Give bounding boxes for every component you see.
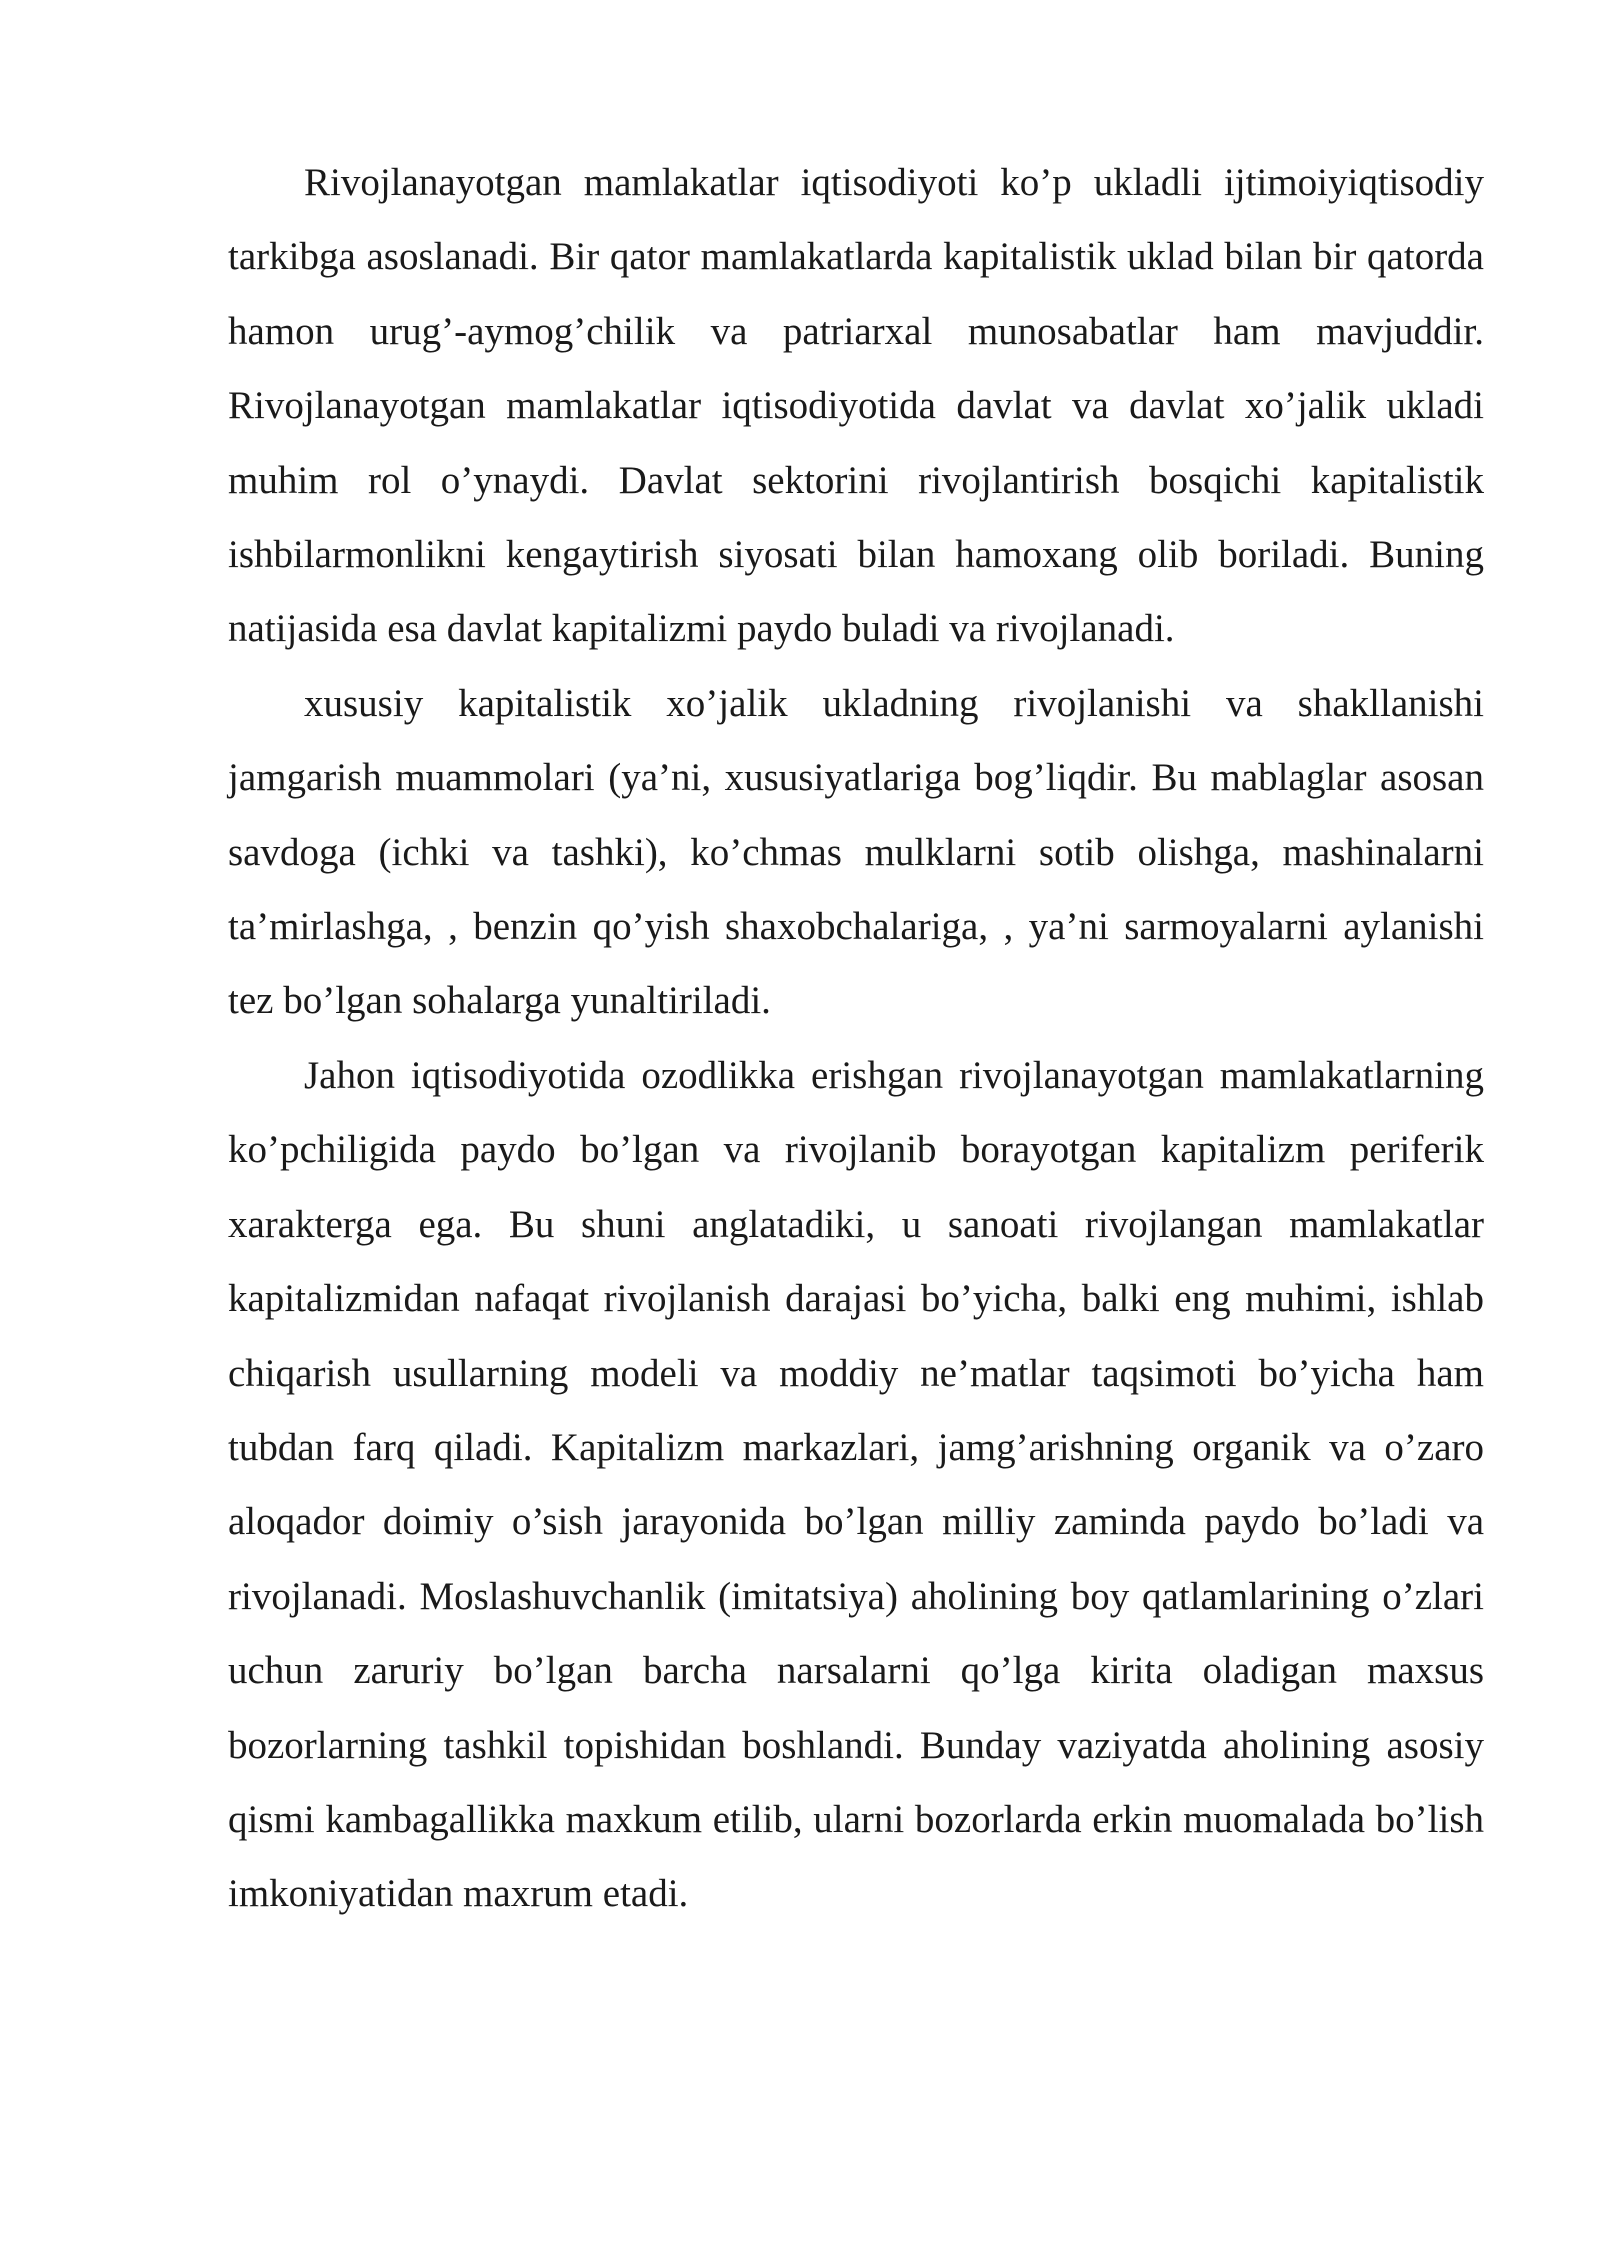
paragraph-3: Jahon iqtisodiyotida ozodlikka erishgan rivojlanayotgan mamlakatlarning ko’pchiligida paydo bo’lgan va rivojlanib borayotgan kapitalizm periferik xarakterga ega. Bu shuni anglatadiki, u sanoati rivojlangan mamlakatlar kapitalizmidan nafaqat rivojlanish darajasi bo’yicha, balki eng muhimi, ishlab chiqarish usullarning modeli va moddiy ne’matlar taqsimoti bo’yicha ham tubdan farq qiladi. Kapitalizm markazlari, jamg’arishning organik va o’zaro aloqador doimiy o’sish jarayonida bo’lgan milliy zaminda paydo bo’ladi va rivojlanadi. Moslashuvchanlik (imitatsiya) aholining boy qatlamlarining o’zlari uchun zaruriy bo’lgan barcha narsalarni qo’lga kirita oladigan maxsus bozorlarning tashkil topishidan boshlandi. Bunday vaziyatda aholining asosiy qismi kambagallikka maxkum etilib, ularni bozorlarda erkin muomalada bo’lish imkoniyatidan maxrum etadi. [228,1053,1484,1916]
document-body [228,146,1484,1932]
paragraph-2: xususiy kapitalistik xo’jalik ukladning rivojlanishi va shakllanishi jamgarish muammolari (ya’ni, xususiyatlariga bog’liqdir. Bu mablaglar asosan savdoga (ichki va tashki), ko’chmas mulklarni sotib olishga, mashinalarni ta’mirlashga, , benzin qo’yish shaxobchalariga, , ya’ni sarmoyalarni aylanishi tez bo’lgan sohalarga yunaltiriladi. [228,681,1484,1023]
paragraph-1: Rivojlanayotgan mamlakatlar iqtisodiyoti ko’p ukladli ijtimoiyiqtisodiy tarkibga asoslanadi. Bir qator mamlakatlarda kapitalistik uklad bilan bir qatorda hamon urug’-aymog’chilik va patriarxal munosabatlar ham mavjuddir. Rivojlanayotgan mamlakatlar iqtisodiyotida davlat va davlat xo’jalik ukladi muhim rol o’ynaydi. Davlat sektorini rivojlantirish bosqichi kapitalistik ishbilarmonlikni kengaytirish siyosati bilan hamoxang olib boriladi. Buning natijasida esa davlat kapitalizmi paydo buladi va rivojlanadi. [228,161,1484,651]
